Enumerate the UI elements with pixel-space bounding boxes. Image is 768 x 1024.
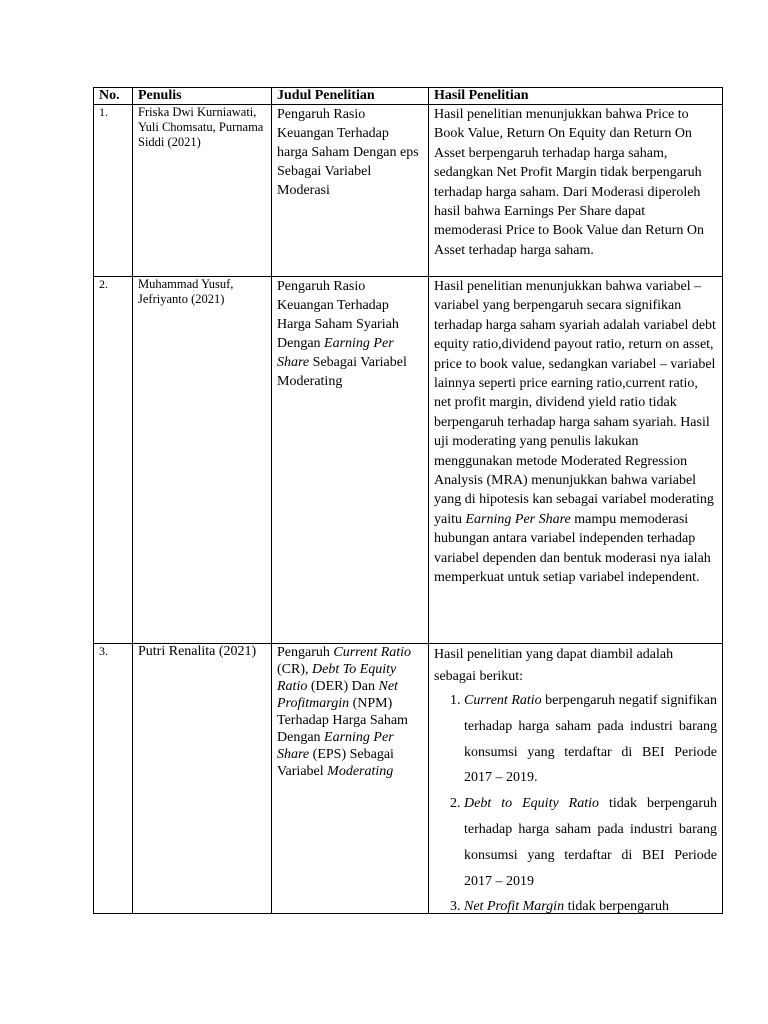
author-cell: Friska Dwi Kurniawati, Yuli Chomsatu, Purnama Siddi (2021) (133, 105, 272, 277)
row-number: 3. (94, 644, 133, 914)
row-number: 1. (94, 105, 133, 277)
title-text: Sebagai Variabel Moderating (277, 355, 407, 389)
table-row (94, 277, 723, 644)
title-italic-term: Earning Per Share (277, 730, 394, 762)
header-hasil: Hasil Penelitian (429, 88, 723, 105)
title-cell: Pengaruh Rasio Keuangan Terhadap harga Saham Dengan eps Sebagai Variabel Moderasi (272, 105, 429, 277)
list-item (464, 791, 717, 894)
title-italic-term: Earning Per Share (277, 336, 394, 370)
header-penulis: Penulis (133, 88, 272, 105)
list-item-term: Current Ratio (464, 693, 542, 708)
title-italic-term: Debt To Equity Ratio (277, 662, 397, 694)
title-italic-term: Current Ratio (333, 645, 412, 660)
result-intro: Hasil penelitian yang dapat diambil adalah sebagai berikut: (434, 647, 674, 684)
list-item-text: tidak berpengaruh terhadap harga saham pada industri barang konsumsi yang terdaftar di BEI Periode 2017 – 2019 (464, 796, 717, 889)
list-item (464, 894, 717, 913)
header-no: No. (94, 88, 133, 105)
table-header-row (94, 88, 723, 105)
result-cell (429, 277, 723, 644)
title-text: (DER) Dan (307, 679, 379, 694)
title-cell (272, 277, 429, 644)
list-item (464, 688, 717, 791)
table-row (94, 644, 723, 914)
header-judul: Judul Penelitian (272, 88, 429, 105)
table-row (94, 105, 723, 277)
result-list (434, 688, 717, 913)
result-text: mampu memoderasi hubungan antara variabel independen terhadap variabel dependen dan bentuk moderasi nya ialah memperkuat untuk setiap variabel independent. (434, 511, 711, 586)
result-cell (429, 644, 723, 914)
list-item-term: Debt to Equity Ratio (464, 796, 600, 812)
title-text: (CR), (277, 662, 312, 677)
result-cell: Hasil penelitian menunjukkan bahwa Price to Book Value, Return On Equity dan Return On Asset berpengaruh terhadap harga saham, sedangkan Net Profit Margin tidak berpengaruh terhadap harga saham. Dari Moderasi diperoleh hasil bahwa Earnings Per Share dapat memoderasi Price to Book Value dan Return On Asset terhadap harga saham. (429, 105, 723, 277)
title-italic-term: Net Profitmargin (277, 679, 398, 711)
list-item-text: tidak berpengaruh (564, 899, 670, 913)
literature-review-table (93, 87, 723, 914)
row-number: 2. (94, 277, 133, 644)
result-text: Hasil penelitian menunjukkan bahwa variabel – variabel yang berpengaruh secara signifikan terhadap harga saham syariah adalah variabel debt equity ratio,dividend payout ratio, return on asset, price to book value, sedangkan variabel – variabel lainnya seperti price earning ratio,current ratio, net profit margin, dividend yield ratio tidak berpengaruh terhadap harga saham syariah. Hasil uji moderating yang penulis lakukan menggunakan metode Moderated Regression Analysis (MRA) menunjukkan bahwa variabel yang di hipotesis kan sebagai variabel moderating yaitu (434, 279, 716, 527)
author-cell: Putri Renalita (2021) (133, 644, 272, 914)
title-text: (NPM) Terhadap Harga Saham Dengan (277, 696, 408, 745)
title-italic-term: Moderating (327, 764, 394, 779)
title-text: Pengaruh (277, 645, 334, 660)
list-item-text: berpengaruh negatif signifikan terhadap harga saham pada industri barang konsumsi yang terdaftar di BEI Periode 2017 – 2019. (464, 693, 717, 786)
title-cell (272, 644, 429, 914)
author-cell: Muhammad Yusuf, Jefriyanto (2021) (133, 277, 272, 644)
result-italic-term: Earning Per Share (465, 511, 571, 527)
list-item-term: Net Profit Margin (464, 899, 565, 913)
title-text: (EPS) Sebagai Variabel (277, 747, 394, 779)
title-text: Pengaruh Rasio Keuangan Terhadap Harga Saham Syariah Dengan (277, 279, 399, 351)
